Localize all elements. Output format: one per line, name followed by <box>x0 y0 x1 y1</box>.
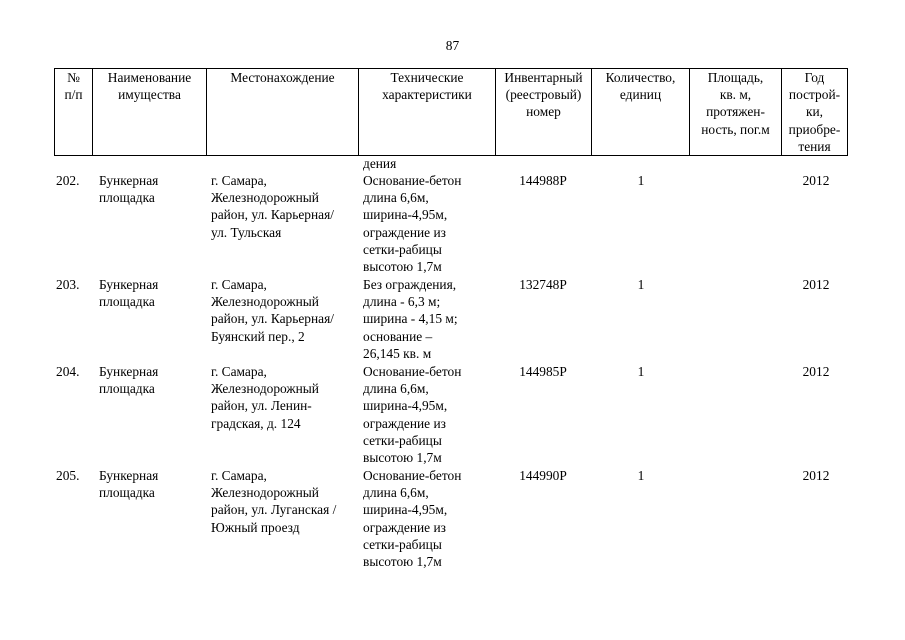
table-row <box>54 276 847 363</box>
location-cell: г. Самара, Железнодорожный район, ул. Карьерная/ Буянский пер., 2 <box>211 277 334 344</box>
header-quantity: Количество, единиц <box>592 69 690 156</box>
name-cell: Бункерная площадка <box>99 364 159 397</box>
inventory-cell: 132748Р <box>519 277 567 292</box>
header-location: Местонахождение <box>207 69 359 156</box>
year-cell: 2012 <box>802 173 830 188</box>
header-num: № п/п <box>55 69 93 156</box>
tech-cell: Без ограждения, длина - 6,3 м; ширина - 4,15 м; основание – 26,145 кв. м <box>363 277 458 361</box>
row-number: 205. <box>56 468 80 483</box>
quantity-cell: 1 <box>637 173 645 188</box>
row-number: 203. <box>56 277 80 292</box>
inventory-cell: 144990Р <box>519 468 567 483</box>
quantity-cell: 1 <box>637 277 645 292</box>
name-cell: Бункерная площадка <box>99 468 159 501</box>
quantity-cell: 1 <box>637 364 645 379</box>
row-number: 202. <box>56 173 80 188</box>
quantity-cell: 1 <box>637 468 645 483</box>
year-cell: 2012 <box>802 277 830 292</box>
name-cell: Бункерная площадка <box>99 173 159 206</box>
tech-cell: дения <box>363 156 397 171</box>
inventory-cell: 144988Р <box>519 173 567 188</box>
table-body <box>54 155 847 571</box>
location-cell: г. Самара, Железнодорожный район, ул. Луганская / Южный проезд <box>211 468 337 535</box>
name-cell: Бункерная площадка <box>99 277 159 310</box>
table-row <box>54 363 847 467</box>
header-name: Наименование имущества <box>93 69 207 156</box>
table-row <box>54 467 847 571</box>
tech-cell: Основание-бетон длина 6,6м, ширина-4,95м, ограждение из сетки-рабицы высотою 1,7м <box>363 173 462 275</box>
location-cell: г. Самара, Железнодорожный район, ул. Ленин- градская, д. 124 <box>211 364 319 431</box>
table-row <box>54 172 847 276</box>
header-area: Площадь, кв. м, протяжен- ность, пог.м <box>690 69 782 156</box>
location-cell: г. Самара, Железнодорожный район, ул. Карьерная/ ул. Тульская <box>211 173 334 240</box>
carryover-row <box>54 155 847 172</box>
tech-cell: Основание-бетон длина 6,6м, ширина-4,95м, ограждение из сетки-рабицы высотою 1,7м <box>363 364 462 466</box>
header-inventory: Инвентарный (реестровый) номер <box>496 69 592 156</box>
year-cell: 2012 <box>802 468 830 483</box>
header-tech: Технические характеристики <box>359 69 496 156</box>
page-number: 87 <box>445 38 460 53</box>
inventory-cell: 144985Р <box>519 364 567 379</box>
row-number: 204. <box>56 364 80 379</box>
header-year: Год построй- ки, приобре- тения <box>782 69 848 156</box>
year-cell: 2012 <box>802 364 830 379</box>
header-row <box>55 69 848 156</box>
tech-cell: Основание-бетон длина 6,6м, ширина-4,95м, ограждение из сетки-рабицы высотою 1,7м <box>363 468 462 570</box>
table-header <box>54 68 848 156</box>
